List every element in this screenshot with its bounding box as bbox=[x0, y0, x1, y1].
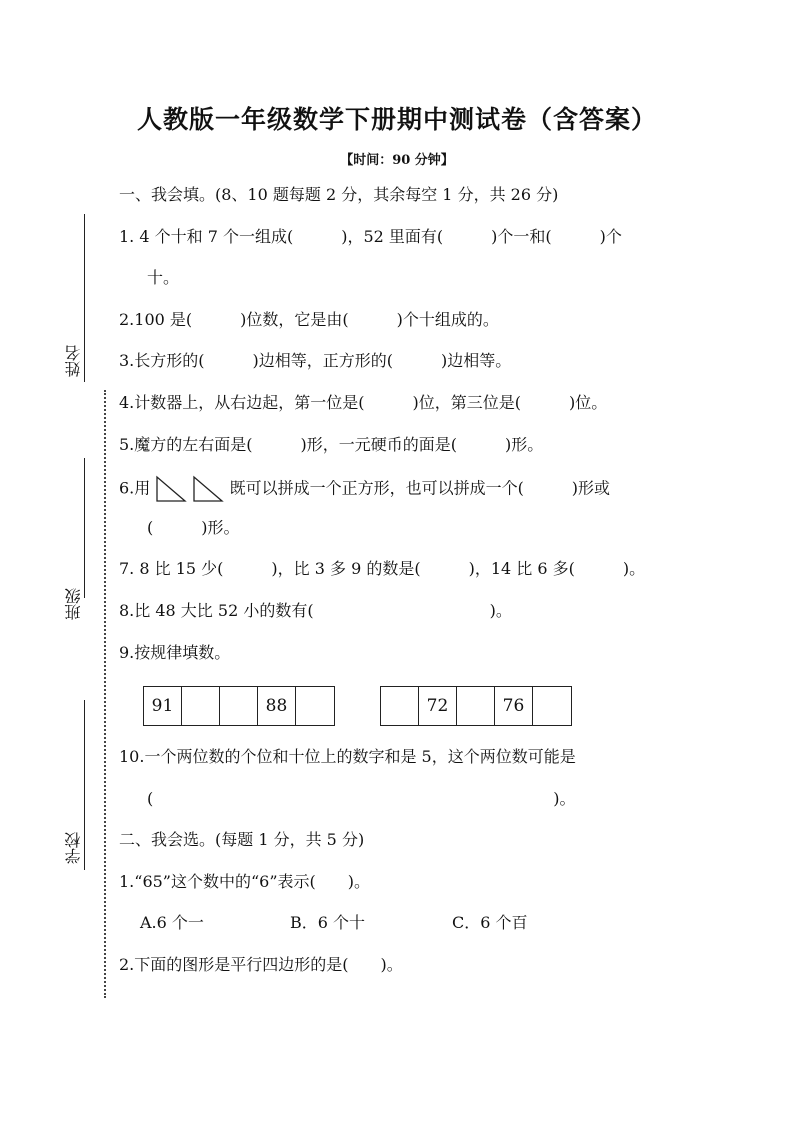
sequence-cell[interactable]: 88 bbox=[258, 687, 296, 725]
right-triangle-icon bbox=[155, 475, 187, 503]
sequence-cell[interactable]: 91 bbox=[144, 687, 182, 725]
question-6-continued: ( )形。 bbox=[147, 518, 240, 537]
right-triangle-icon bbox=[192, 475, 224, 503]
question-4: 4.计数器上，从右边起，第一位是( )位，第三位是( )位。 bbox=[119, 393, 608, 412]
sequence-row-1 bbox=[143, 686, 335, 726]
question-6-text: 既可以拼成一个正方形，也可以拼成一个( )形或 bbox=[229, 478, 611, 498]
question-3: 3.长方形的( )边相等，正方形的( )边相等。 bbox=[119, 351, 512, 370]
margin-dotted-line bbox=[104, 390, 106, 998]
sequence-cell[interactable] bbox=[381, 687, 419, 725]
question-1: 1. 4 个十和 7 个一组成( )，52 里面有( )个一和( )个 bbox=[119, 227, 622, 246]
sequence-cell[interactable] bbox=[457, 687, 495, 725]
section-2-question-1: 1.“65”这个数中的“6”表示( )。 bbox=[119, 872, 371, 891]
name-label: 姓名 bbox=[64, 345, 83, 377]
question-10-continued: ( )。 bbox=[147, 789, 576, 808]
school-label: 学校 bbox=[64, 832, 83, 864]
option-c[interactable]: C．6 个百 bbox=[452, 913, 528, 932]
sequence-cell[interactable] bbox=[220, 687, 258, 725]
option-a[interactable]: A.6 个一 bbox=[140, 913, 204, 932]
section-2-heading: 二、我会选。(每题 1 分，共 5 分) bbox=[119, 830, 365, 849]
sequence-cell[interactable] bbox=[296, 687, 334, 725]
sequence-cell[interactable] bbox=[533, 687, 571, 725]
question-7: 7. 8 比 15 少( )，比 3 多 9 的数是( )，14 比 6 多( )。 bbox=[119, 559, 646, 578]
section-1-heading: 一、我会填。(8、10 题每题 2 分，其余每空 1 分，共 26 分) bbox=[119, 185, 559, 204]
question-10: 10.一个两位数的个位和十位上的数字和是 5，这个两位数可能是 bbox=[119, 747, 576, 766]
section-2-question-2: 2.下面的图形是平行四边形的是( )。 bbox=[119, 955, 403, 974]
sequence-row-2 bbox=[380, 686, 572, 726]
class-label: 班级 bbox=[64, 588, 83, 620]
sequence-cell[interactable] bbox=[182, 687, 220, 725]
question-9: 9.按规律填数。 bbox=[119, 643, 231, 662]
question-6 bbox=[119, 475, 610, 503]
option-b[interactable]: B．6 个十 bbox=[290, 913, 366, 932]
question-5: 5.魔方的左右面是( )形，一元硬币的面是( )形。 bbox=[119, 435, 544, 454]
time-limit: 【时间：90 分钟】 bbox=[340, 153, 454, 168]
page-title: 人教版一年级数学下册期中测试卷（含答案） bbox=[136, 105, 657, 134]
question-8: 8.比 48 大比 52 小的数有( )。 bbox=[119, 601, 512, 620]
sequence-cell[interactable]: 76 bbox=[495, 687, 533, 725]
question-2: 2.100 是( )位数，它是由( )个十组成的。 bbox=[119, 310, 499, 329]
question-1-continued: 十。 bbox=[147, 268, 180, 287]
sequence-cell[interactable]: 72 bbox=[419, 687, 457, 725]
question-6-prefix: 6.用 bbox=[119, 478, 151, 498]
margin-line-class bbox=[84, 458, 85, 598]
